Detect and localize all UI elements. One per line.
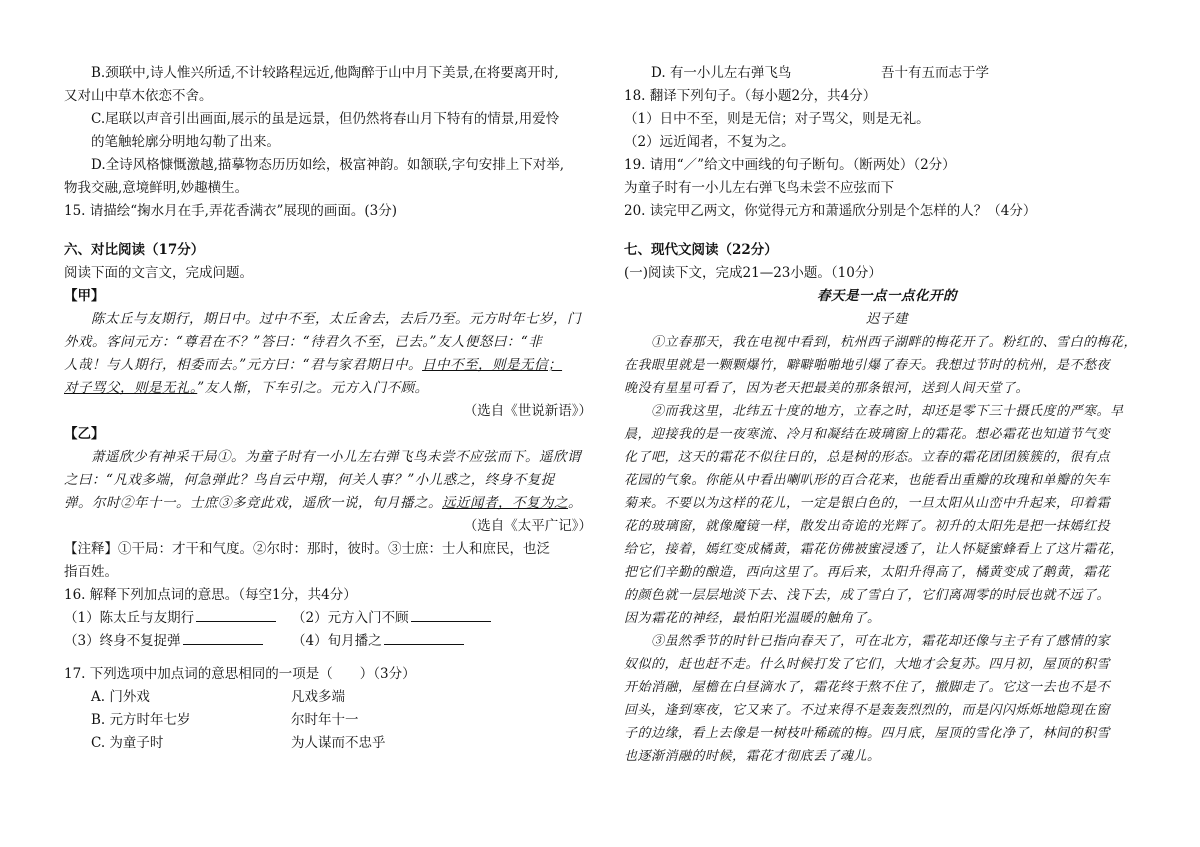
essay-title: 春天是一点一点化开的 — [817, 288, 957, 304]
essay-p1-line-1: ①立春那天，我在电视中看到，杭州西子湖畔的梅花开了。粉红的、雪白的梅花， — [651, 335, 1138, 350]
q14-option-d-cont: 物我交融,意境鲜明,妙趣横生。 — [64, 180, 249, 196]
q14-option-c-cont: 的笔触轮廓分明地勾勒了出来。 — [91, 134, 280, 150]
essay-p2-line-3: 化了吧，这天的霜花不似往日的，总是树的形态。立春的霜花团团簇簇的，很有点 — [624, 450, 1111, 465]
q16-row-1 — [64, 607, 592, 630]
section-7-intro: (一)阅读下文，完成21—23小题。（10分） — [624, 265, 882, 281]
annotation-line-2: 指百姓。 — [64, 564, 118, 580]
right-column — [624, 62, 1150, 768]
passage-yi-source: （选自《太平广记》） — [463, 518, 592, 534]
underlined-sentence-3: 远近闻者，不复为之 — [442, 495, 568, 511]
answer-blank[interactable] — [196, 607, 276, 622]
essay-p2-line-7: 给它，接着，嫣红变成橘黄，霜花仿佛被蜜浸透了，让人怀疑蜜蜂看上了这片霜花， — [624, 542, 1124, 557]
underlined-sentence-1: 日中不至，则是无信； — [422, 357, 563, 373]
q18-item-1: （1）日中不至，则是无信；对子骂父，则是无礼。 — [624, 111, 930, 127]
passage-jia-line-1: 陈太丘与友期行，期日中。过中不至，太丘舍去，去后乃至。元方时年七岁，门 — [91, 311, 581, 327]
annotation-line-1: 【注释】①干局：才干和气度。②尔时：那时，彼时。③士庶：士人和庶民，也泛 — [64, 541, 550, 557]
q14-option-c: C.尾联以声音引出画面,展示的虽是远景，但仍然将春山月下特有的情景,用爱怜 — [91, 111, 560, 127]
passage-jia-source: （选自《世说新语》） — [463, 403, 592, 419]
essay-p3-line-2: 奴似的，赶也赶不走。什么时候打发了它们，大地才会复苏。四月初，屋顶的积雪 — [624, 657, 1111, 672]
passage-jia-line-2: 外戏。客问元方：“尊君在不？”答曰：“待君久不至，已去。”友人便怒曰：“非 — [64, 334, 543, 350]
q17-option-d: D. 有一小儿左右弹飞鸟 吾十有五而志于学 — [651, 65, 989, 81]
left-column — [64, 62, 592, 755]
question-20: 20. 读完甲乙两文，你觉得元方和萧遥欣分别是个怎样的人？（4分） — [624, 203, 1037, 219]
answer-blank[interactable] — [384, 630, 464, 645]
question-19: 19. 请用“／”给文中画线的句子断句。（断两处）（2分） — [624, 157, 956, 173]
essay-p2-line-8: 把它们辛勤的酿造，西向这里了。再后来，太阳升得高了，橘黄变成了鹅黄，霜花 — [624, 565, 1111, 580]
q16-item-4: （4）旬月播之 — [292, 633, 382, 649]
section-6-intro: 阅读下面的文言文，完成问题。 — [64, 265, 253, 281]
q16-row-2 — [64, 630, 592, 653]
underlined-sentence-2: 对子骂父，则是无礼。 — [64, 380, 198, 396]
section-6-title: 六、对比阅读（17分） — [64, 242, 205, 258]
q16-item-2: （2）元方入门不顾 — [292, 610, 409, 626]
q14-option-b-cont: 又对山中草木依恋不舍。 — [64, 88, 213, 104]
passage-yi-label: 【乙】 — [64, 426, 105, 442]
passage-yi-line-2: 之曰：“凡戏多端，何急弹此？鸟自云中翔，何关人事？”小儿惑之，终身不复捉 — [64, 472, 555, 488]
section-7-title: 七、现代文阅读（22分） — [624, 242, 778, 258]
essay-author: 迟子建 — [866, 311, 908, 327]
essay-p1-line-2: 在我眼里就是一颗颗爆竹，噼噼啪啪地引爆了春天。我想过节时的杭州，是不愁夜 — [624, 358, 1111, 373]
answer-blank[interactable] — [411, 607, 491, 622]
essay-p2-line-1: ②而我这里，北纬五十度的地方，立春之时，却还是零下三十摄氏度的严寒。早 — [651, 404, 1124, 419]
passage-yi-line-1: 萧遥欣少有神采干局①。为童子时有一小儿左右弹飞鸟未尝不应弦而下。遥欣谓 — [91, 449, 581, 465]
passage-jia-line-4: 对子骂父，则是无礼。”友人惭，下车引之。元方入门不顾。 — [64, 380, 429, 396]
essay-p3-line-6: 也逐渐消融的时候，霜花才彻底丢了魂儿。 — [624, 749, 881, 764]
q19-sentence: 为童子时有一小儿左右弹飞鸟未尝不应弦而下 — [624, 180, 894, 196]
q14-option-d: D.全诗风格慷慨激越,描摹物态历历如绘，极富神韵。如颔联,字句安排上下对举, — [91, 157, 565, 173]
essay-p2-line-2: 晨，迎接我的是一夜寒流、冷月和凝结在玻璃窗上的霜花。想必霜花也知道节气变 — [624, 427, 1111, 442]
q17-option-a: A. 门外戏 凡戏多端 — [91, 689, 345, 705]
q14-option-b: B.颈联中,诗人惟兴所适,不计较路程远近,他陶醉于山中月下美景,在将要离开时, — [91, 65, 559, 81]
essay-p3-line-1: ③虽然季节的时针已指向春天了，可在北方，霜花却还像与主子有了感情的家 — [651, 634, 1111, 649]
essay-p1-line-3: 晚没有星星可看了，因为老天把最美的那条银河，送到人间天堂了。 — [624, 381, 1030, 396]
q16-item-3: （3）终身不复捉弹 — [64, 633, 181, 649]
passage-jia-label: 【甲】 — [64, 288, 105, 304]
essay-p2-line-9: 的颜色就一层层地淡下去、浅下去，成了雪白了，它们离凋零的时辰也就不远了。 — [624, 588, 1111, 603]
q17-option-b: B. 元方时年七岁 尔时年十一 — [91, 712, 359, 728]
question-15: 15. 请描绘“掬水月在手,弄花香满衣”展现的画面。(3分) — [64, 203, 397, 219]
q18-item-2: （2）远近闻者，不复为之。 — [624, 134, 795, 150]
essay-p3-line-3: 开始消融，屋檐在白昼滴水了，霜花终于熬不住了，撤脚走了。它这一去也不是不 — [624, 680, 1111, 695]
answer-blank[interactable] — [183, 630, 263, 645]
question-18: 18. 翻译下列句子。（每小题2分，共4分） — [624, 88, 877, 104]
q16-item-1: （1）陈太丘与友期行 — [64, 610, 195, 626]
essay-p2-line-4: 花园的气象。你能从中看出喇叭形的百合花来，也能看出重瓣的玫瑰和单瓣的矢车 — [624, 473, 1111, 488]
essay-p2-line-6: 花的玻璃窗，就像魔镜一样，散发出奇诡的光辉了。初升的太阳先是把一抹嫣红投 — [624, 519, 1111, 534]
question-16: 16. 解释下列加点词的意思。（每空1分，共4分） — [64, 587, 357, 603]
passage-yi-line-3: 弹。尔时②年十一。士庶③多竞此戏，遥欣一说，旬月播之。远近闻者，不复为之。 — [64, 495, 582, 511]
question-17: 17. 下列选项中加点词的意思相同的一项是（ ）（3分） — [64, 666, 416, 682]
passage-jia-line-3: 人哉！与人期行，相委而去。”元方曰：“君与家君期日中。日中不至，则是无信； — [64, 357, 563, 373]
q17-option-c: C. 为童子时 为人谋而不忠乎 — [91, 735, 386, 751]
essay-p2-line-10: 因为霜花的神经，最怕阳光温暖的触角了。 — [624, 611, 881, 626]
essay-p3-line-5: 子的边缘，看上去像是一树枝叶稀疏的梅。四月底，屋顶的雪化净了，林间的积雪 — [624, 726, 1111, 741]
essay-p3-line-4: 回头，逢到寒夜，它又来了。不过来得不是轰轰烈烈的，而是闪闪烁烁地隐现在窗 — [624, 703, 1111, 718]
essay-p2-line-5: 菊来。不要以为这样的花儿，一定是银白色的，一旦太阳从山峦中升起来，印着霜 — [624, 496, 1111, 511]
